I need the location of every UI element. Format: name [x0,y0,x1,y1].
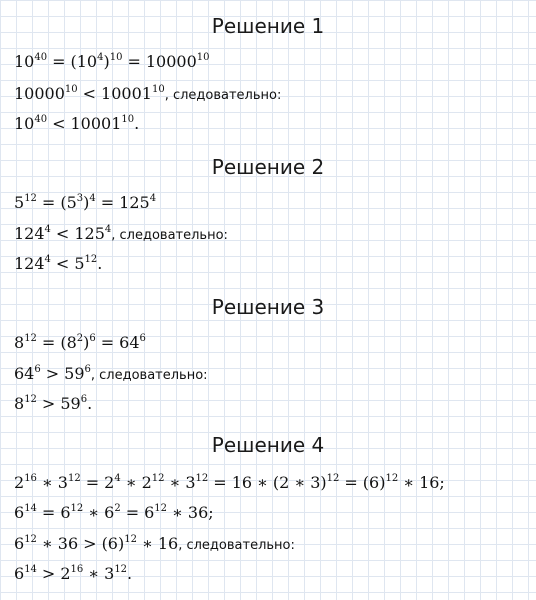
solution-3-heading: Решение 3 [211,295,325,319]
solution-1-line-3: $10^{40} < 10001^{10}$. [14,114,140,133]
solution-4-line-2: $6^{14} = 6^{12}$ ∗ $6^2 = 6^{12}$ ∗ 36; [14,503,214,522]
solution-4-line-1: $2^{16}$ ∗ $3^{12} = 2^4$ ∗ $2^{12}$ ∗ $3^{12} = 16$ ∗ (2 ∗ $3)^{12} = (6)^{12}$ ∗ 16; [14,473,445,492]
solution-4-line-4: $6^{14} > 2^{16}$ ∗ $3^{12}$. [14,564,133,583]
solution-4-line-3: $6^{12}$ ∗ $36 > (6)^{12}$ ∗ 16, следовательно: [14,534,295,553]
solution-1-heading: Решение 1 [211,14,325,38]
solution-2-heading: Решение 2 [211,155,325,179]
solution-1-line-1: $10^{40} = (10^4)^{10} = 10000^{10}$ [14,52,210,71]
solution-2-line-1: $5^{12} = (5^3)^4 = 125^4$ [14,193,157,212]
solution-2-line-2: $124^4 < 125^4$, следовательно: [14,224,228,243]
solution-2-line-3: $124^4 < 5^{12}$. [14,254,103,273]
solution-3-line-2: $64^6 > 59^6$, следовательно: [14,364,208,383]
solution-4-heading: Решение 4 [211,433,325,457]
solution-3-line-1: $8^{12} = (8^2)^6 = 64^6$ [14,333,146,352]
solution-3-line-3: $8^{12} > 59^6$. [14,394,93,413]
solution-1-line-2: $10000^{10} < 10001^{10}$, следовательно: [14,84,282,103]
